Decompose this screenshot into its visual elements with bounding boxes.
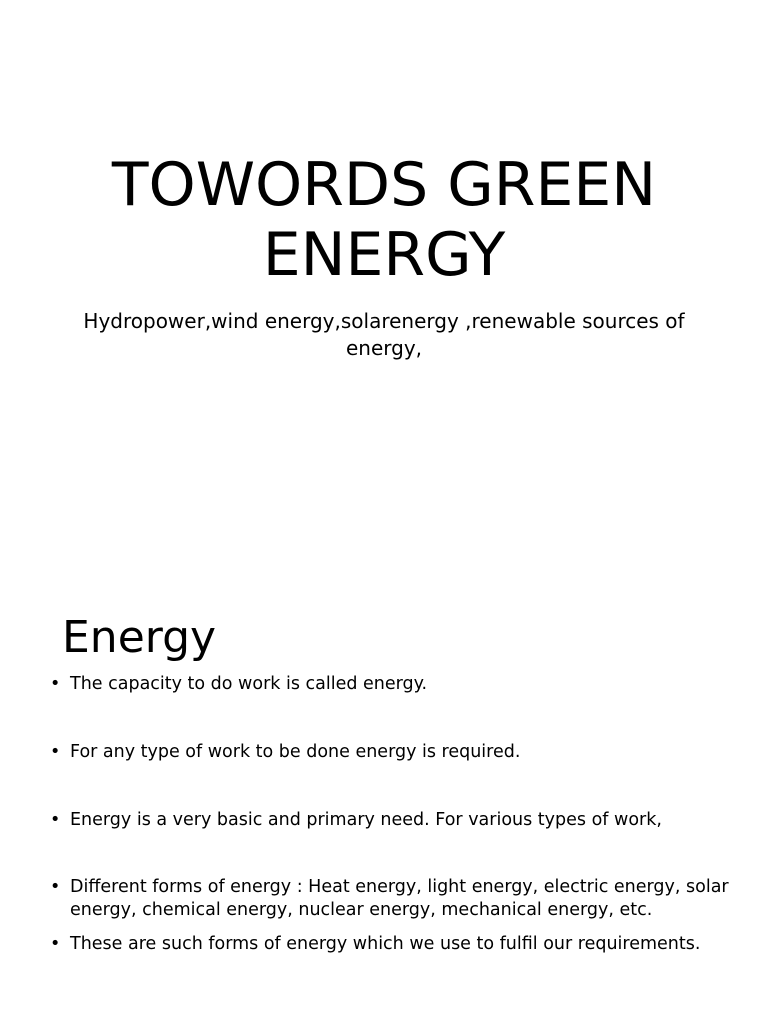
- section-heading: Energy: [62, 612, 217, 663]
- bullet-item: [50, 809, 730, 832]
- bullet-item: [50, 933, 730, 956]
- bullet-dot-icon: •: [50, 877, 61, 897]
- bullet-text: The capacity to do work is called energy.: [70, 674, 428, 694]
- energy-slide: [0, 576, 768, 1024]
- bullet-text: Different forms of energy : Heat energy, light energy, electric energy, solar energy, chemical energy, nuclear energy, mechanical energy, etc.: [70, 877, 729, 920]
- bullet-text: For any type of work to be done energy is required.: [70, 742, 521, 762]
- bullet-item: [50, 741, 730, 764]
- bullet-item: [50, 673, 730, 696]
- slide-title: TOWORDS GREEN ENERGY: [111, 150, 657, 290]
- bullet-text: These are such forms of energy which we use to fulfil our requirements.: [70, 934, 701, 954]
- bullet-dot-icon: •: [50, 934, 61, 954]
- slide-subtitle: Hydropower,wind energy,solarenergy ,renewable sources of energy,: [83, 309, 685, 360]
- bullet-dot-icon: •: [50, 674, 61, 694]
- bullet-text: Energy is a very basic and primary need. For various types of work,: [70, 810, 662, 830]
- bullet-item: [50, 876, 730, 922]
- bullet-dot-icon: •: [50, 810, 61, 830]
- bullet-dot-icon: •: [50, 742, 61, 762]
